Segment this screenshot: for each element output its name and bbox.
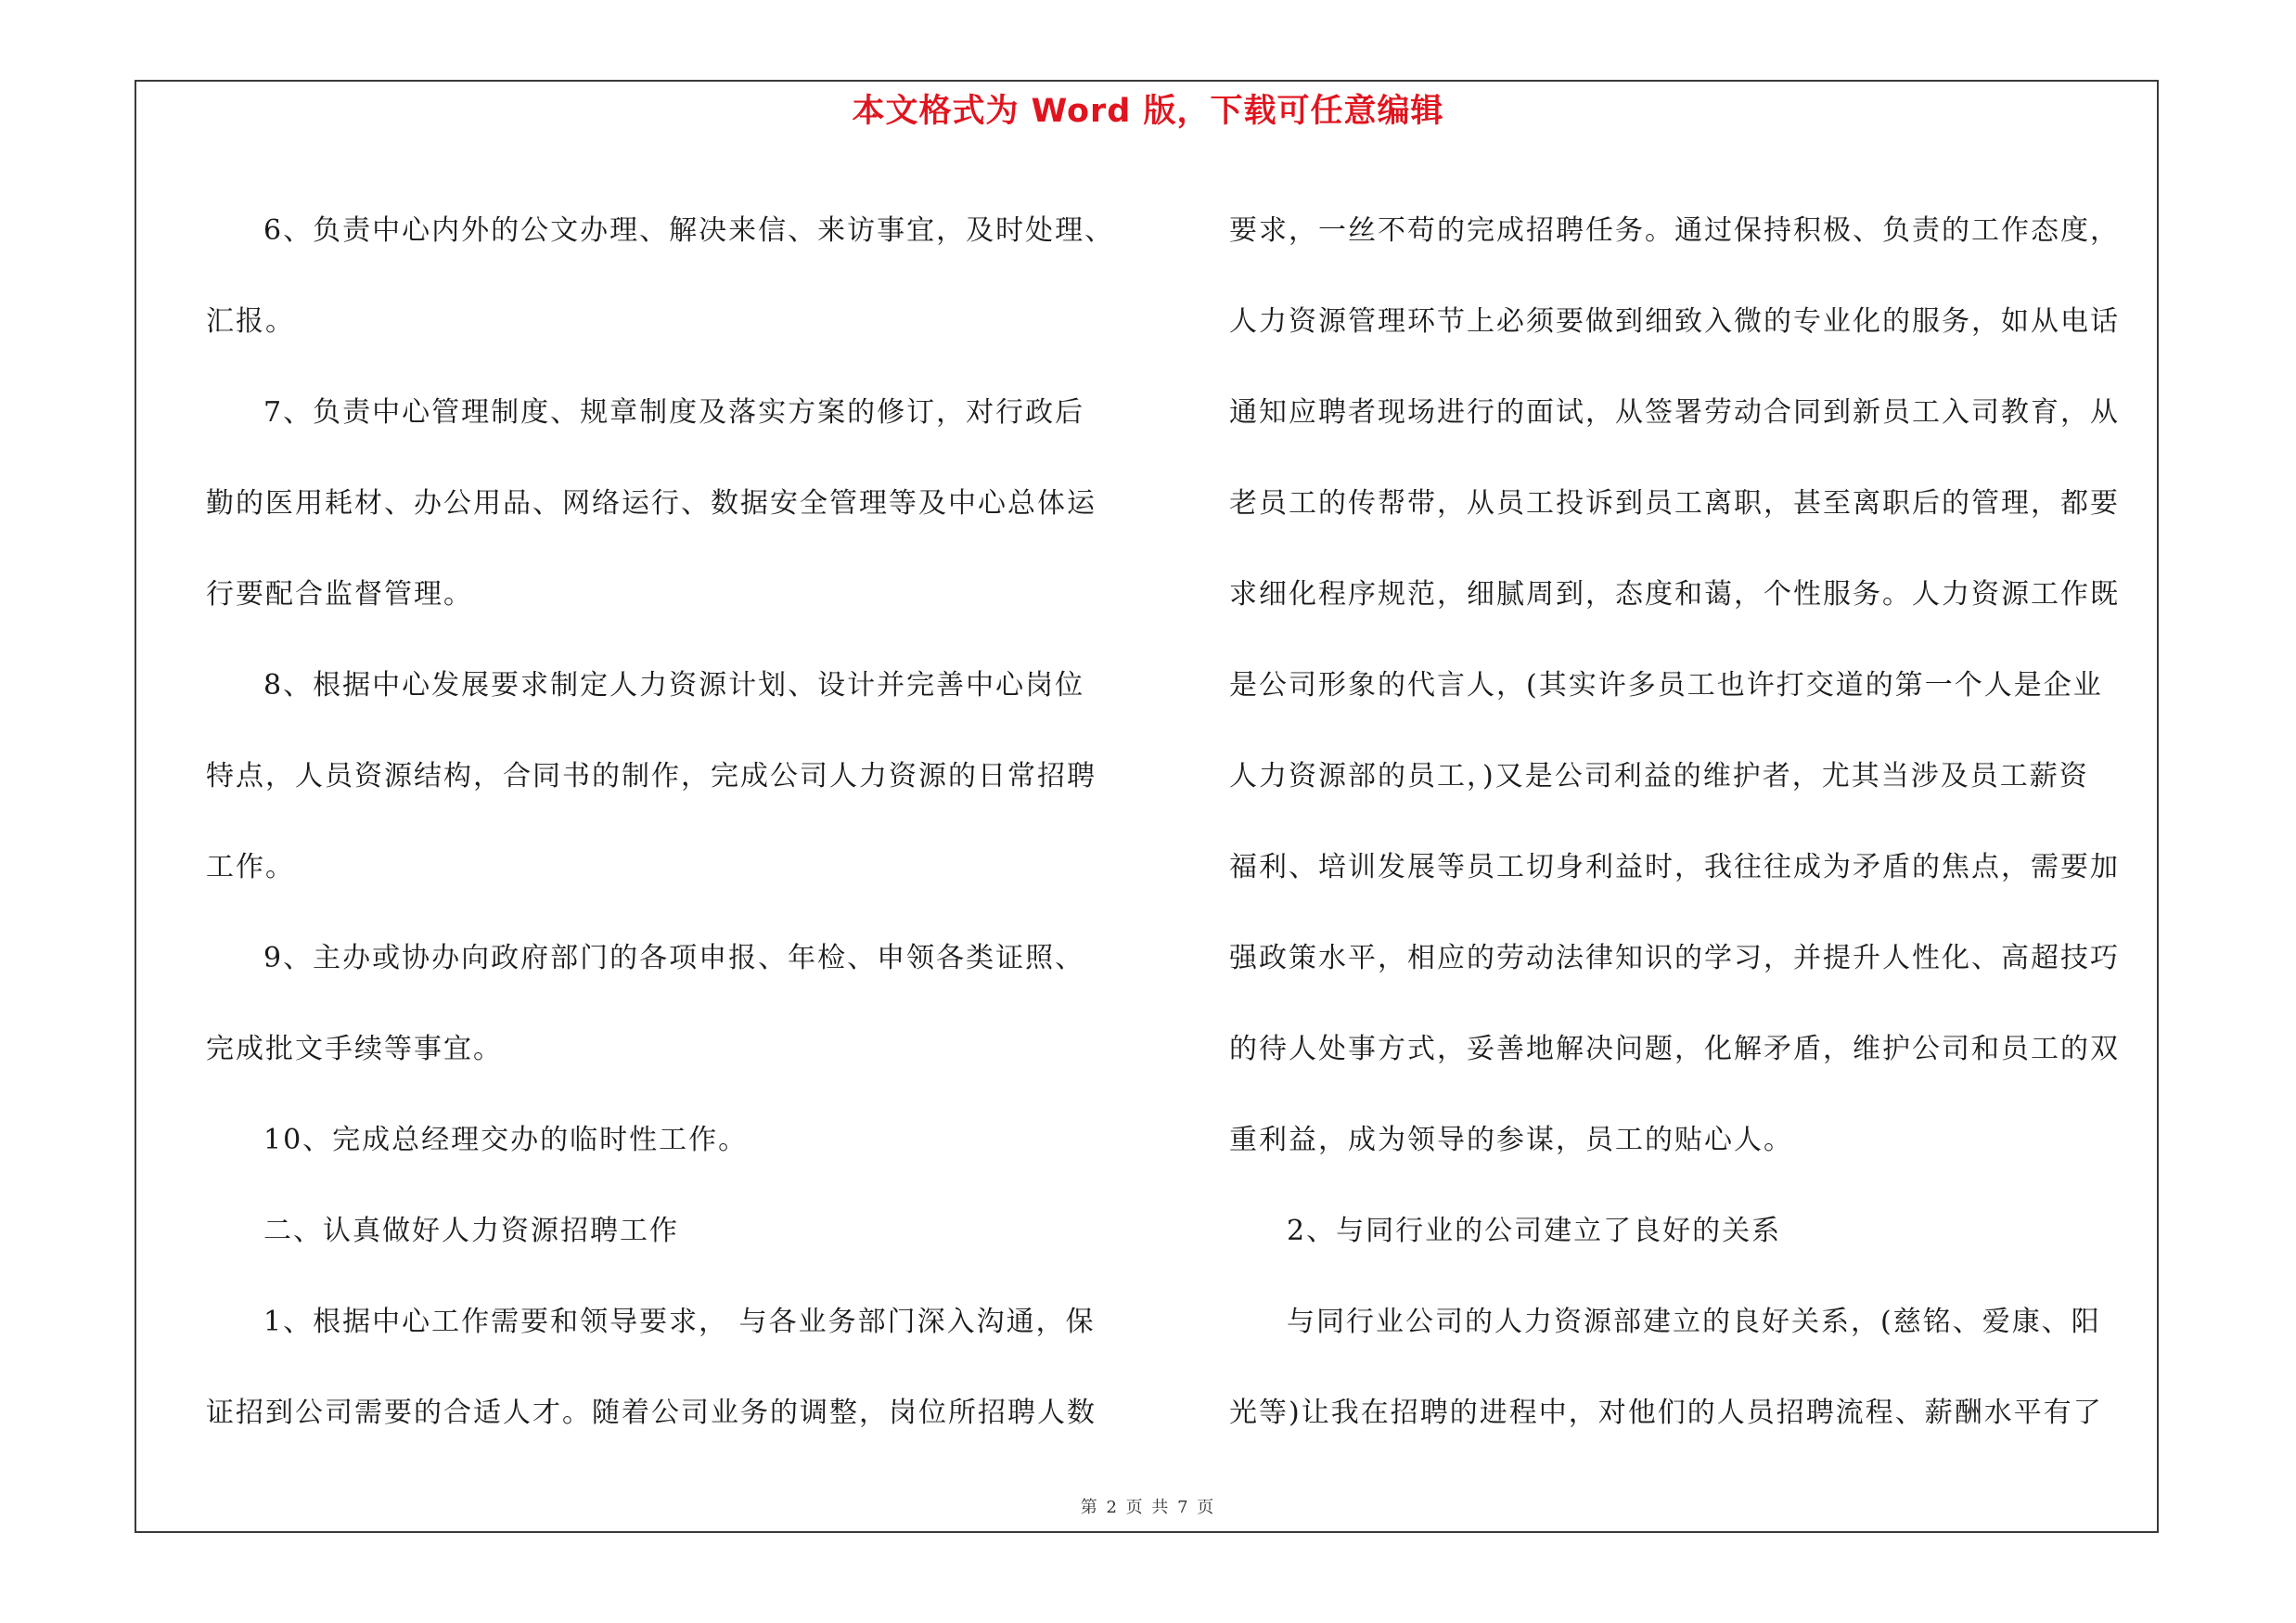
text-line: 10、完成总经理交办的临时性工作。	[263, 1124, 749, 1156]
text-line: 证招到公司需要的合适人才。随着公司业务的调整，岗位所招聘人数	[206, 1397, 1097, 1429]
text-line: 要求，一丝不苟的完成招聘任务。通过保持积极、负责的工作态度，	[1229, 214, 2120, 247]
text-line: 特点，人员资源结构，合同书的制作，完成公司人力资源的日常招聘	[206, 760, 1097, 792]
text-line: 强政策水平，相应的劳动法律知识的学习，并提升人性化、高超技巧	[1229, 942, 2120, 974]
text-line: 完成批文手续等事宜。	[206, 1033, 503, 1065]
text-line: 汇报。	[206, 305, 295, 338]
text-line: 福利、培训发展等员工切身利益时，我往往成为矛盾的焦点，需要加	[1229, 851, 2120, 883]
text-line: 8、根据中心发展要求制定人力资源计划、设计并完善中心岗位	[263, 669, 1085, 702]
text-line: 光等)让我在招聘的进程中，对他们的人员招聘流程、薪酬水平有了	[1229, 1397, 2103, 1429]
text-line: 1、根据中心工作需要和领导要求， 与各业务部门深入沟通，保	[263, 1306, 1096, 1338]
text-line: 通知应聘者现场进行的面试，从签署劳动合同到新员工入司教育，从	[1229, 396, 2120, 429]
text-line: 6、负责中心内外的公文办理、解决来信、来访事宜，及时处理、	[263, 214, 1115, 247]
text-line: 的待人处事方式，妥善地解决问题，化解矛盾，维护公司和员工的双	[1229, 1033, 2120, 1065]
right-text-column	[1229, 186, 2157, 1459]
text-line: 是公司形象的代言人，(其实许多员工也许打交道的第一个人是企业	[1229, 669, 2103, 702]
text-line: 勤的医用耗材、办公用品、网络运行、数据安全管理等及中心总体运	[206, 487, 1097, 520]
word-format-banner: 本文格式为 Word 版，下载可任意编辑	[852, 93, 1444, 130]
text-line: 行要配合监督管理。	[206, 578, 473, 611]
text-line: 求细化程序规范，细腻周到，态度和蔼，个性服务。人力资源工作既	[1229, 578, 2120, 611]
text-line: 7、负责中心管理制度、规章制度及落实方案的修订，对行政后	[263, 396, 1085, 429]
text-line: 人力资源部的员工，)又是公司利益的维护者，尤其当涉及员工薪资	[1229, 760, 2089, 792]
section-heading: 二、认真做好人力资源招聘工作	[263, 1215, 679, 1247]
left-text-column	[206, 186, 1143, 1459]
text-line: 工作。	[206, 851, 295, 883]
text-line: 重利益，成为领导的参谋，员工的贴心人。	[1229, 1124, 1793, 1156]
text-line: 9、主办或协办向政府部门的各项申报、年检、申领各类证照、	[263, 942, 1085, 974]
text-line: 与同行业公司的人力资源部建立的良好关系，(慈铭、爱康、阳	[1287, 1306, 2101, 1338]
text-line: 人力资源管理环节上必须要做到细致入微的专业化的服务，如从电话	[1229, 305, 2120, 338]
text-line: 2、与同行业的公司建立了良好的关系	[1287, 1215, 1782, 1247]
text-line: 老员工的传帮带，从员工投诉到员工离职，甚至离职后的管理，都要	[1229, 487, 2120, 520]
page-number-footer: 第 2 页 共 7 页	[1080, 1498, 1216, 1517]
